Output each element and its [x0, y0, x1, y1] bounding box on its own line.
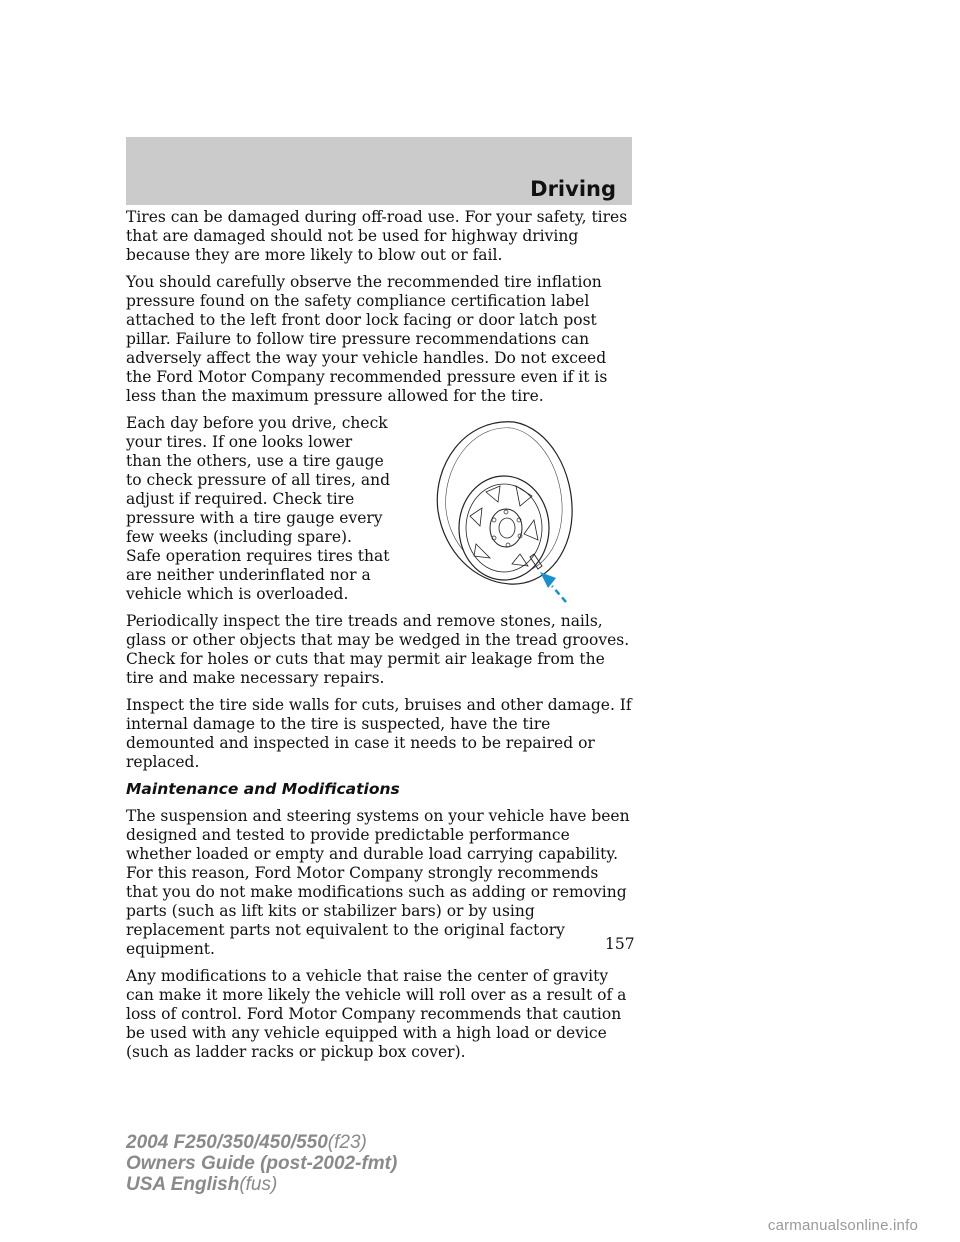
paragraph-offroad-damage: Tires can be damaged during off-road use. For your safety, tires that are damaged should not be used for highway driving because they are more likely to blow out or fail. [126, 208, 628, 264]
section-header-band [126, 137, 632, 205]
footer-model-code: (f23) [327, 1132, 367, 1153]
footer-language-line [126, 1174, 397, 1195]
footer-guide-line [126, 1153, 397, 1174]
section-title: Driving [530, 177, 616, 201]
tire-valve-stem-icon [424, 416, 584, 606]
footer-language-code: (fus) [239, 1174, 278, 1195]
watermark: carmanualsonline.info [767, 1217, 918, 1234]
paragraph-tread-inspection: Periodically inspect the tire treads and remove stones, nails, glass or other objects that may be wedged in the tread grooves. Check for holes or cuts that may permit air leakage from the tire and make necessary repairs. [126, 612, 630, 687]
paragraph-daily-check: Each day before you drive, check your tires. If one looks lower than the others, use a tire gauge to check pressure of all tires, and adjust if required. Check tire pressure with a tire gauge every few weeks (including spare). Safe operation requires tires that are neither underinflated nor a vehicle which is overloaded. [126, 414, 391, 603]
subheading-maintenance: Maintenance and Modifications [126, 780, 400, 798]
footer-guide: Owners Guide (post-2002-fmt) [126, 1153, 398, 1174]
paragraph-sidewall-inspection: Inspect the tire side walls for cuts, bruises and other damage. If internal damage to the tire is suspected, have the tire demounted and inspected in case it needs to be repaired or replaced. [126, 696, 632, 771]
paragraph-modifications: Any modifications to a vehicle that raise the center of gravity can make it more likely the vehicle will roll over as a result of a loss of control. Ford Motor Company recommends that caution be used with any vehicle equipped with a high load or device (such as ladder racks or pickup box cover). [126, 967, 627, 1061]
footer-model-line [126, 1132, 397, 1153]
footer-language: USA English [126, 1174, 240, 1195]
page-number: 157 [605, 935, 635, 953]
paragraph-inflation-pressure: You should carefully observe the recommended tire inflation pressure found on the safety compliance certification label attached to the left front door lock facing or door latch post pillar. Failure to follow tire pressure recommendations can adversely affect the way your vehicle handles. Do not exceed the Ford Motor Company recommended pressure even if it is less than the maximum pressure allowed for the tire. [126, 273, 608, 405]
tire-check-block [126, 414, 634, 604]
page-content [126, 208, 634, 1070]
footer-model: 2004 F250/350/450/550 [126, 1132, 328, 1153]
paragraph-suspension-steering: The suspension and steering systems on your vehicle have been designed and tested to provide predictable performance whether loaded or empty and durable load carrying capability. For this reason, Ford Motor Company strongly recommends that you do not make modifications such as adding or removing parts (such as lift kits or stabilizer bars) or by using replacement parts not equivalent to the original factory equipment. [126, 807, 630, 958]
document-footer [126, 1132, 397, 1195]
